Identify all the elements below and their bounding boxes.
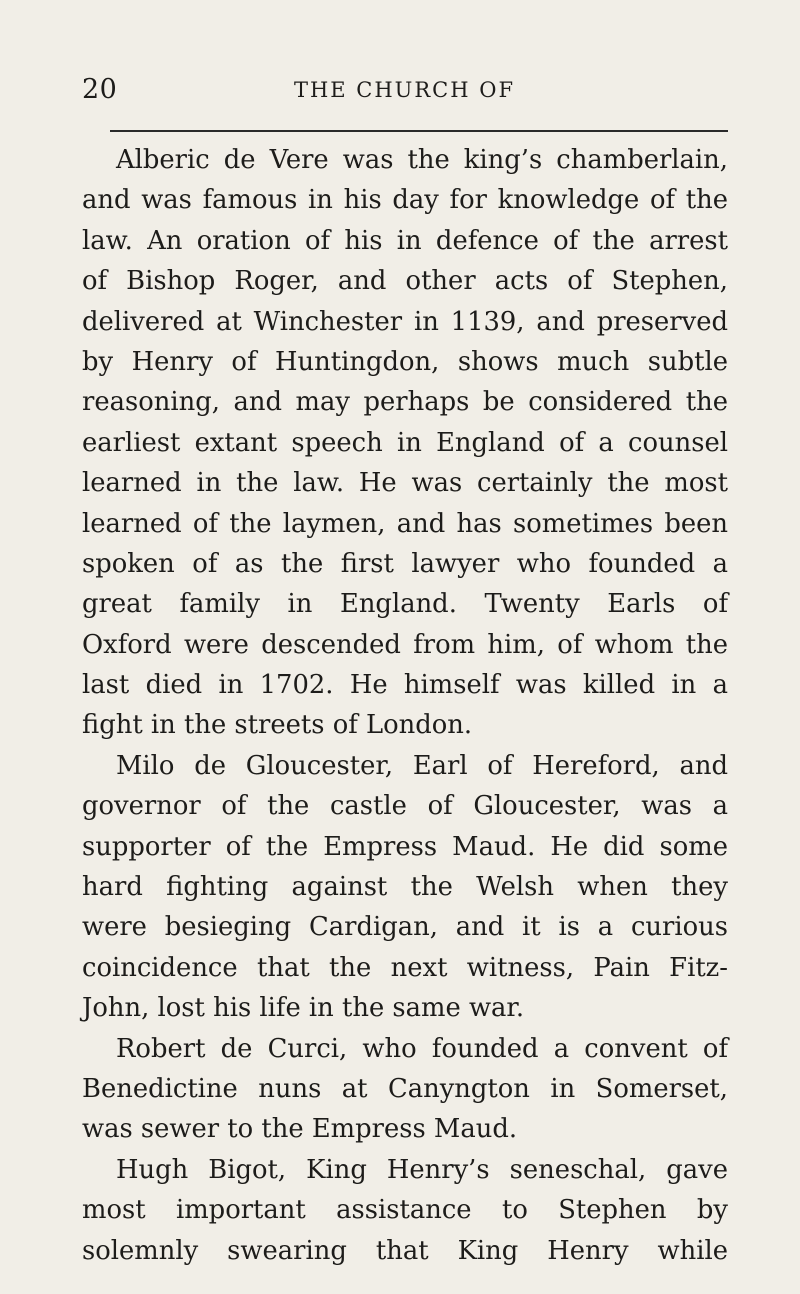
text-line: Robert de Curci, who founded a convent of xyxy=(116,1033,728,1064)
text-line: was sewer to the Empress Maud. xyxy=(82,1114,518,1145)
header-rule xyxy=(110,130,728,132)
text-line: Alberic de Vere was the king’s chamberlain, xyxy=(116,145,728,175)
text-line: supporter of the Empress Maud. He did some xyxy=(82,831,728,862)
text-line: John, lost his life in the same war. xyxy=(82,993,525,1024)
text-line: Oxford were descended from him, of whom the xyxy=(82,629,728,660)
text-line: Milo de Gloucester, Earl of Hereford, and xyxy=(116,750,728,781)
body-text xyxy=(82,140,728,1271)
text-line: Hugh Bigot, King Henry’s seneschal, gave xyxy=(116,1154,728,1185)
text-line: governor of the castle of Gloucester, was a xyxy=(82,791,728,822)
page-number: 20 xyxy=(82,74,118,105)
text-line: of Bishop Roger, and other acts of Stephen, xyxy=(82,266,728,297)
running-title: THE CHURCH OF xyxy=(293,78,516,102)
text-line: fight in the streets of London. xyxy=(82,710,473,741)
text-line: solemnly swearing that King Henry while xyxy=(82,1235,728,1266)
text-line: were besieging Cardigan, and it is a curious xyxy=(82,912,728,943)
text-line: Benedictine nuns at Canyngton in Somerset, xyxy=(82,1073,728,1104)
text-line: spoken of as the first lawyer who founded a xyxy=(82,548,728,579)
text-line: law. An oration of his in defence of the arrest xyxy=(82,225,728,256)
page-header xyxy=(82,70,727,110)
text-line: hard fighting against the Welsh when they xyxy=(82,872,728,903)
text-line: last died in 1702. He himself was killed in a xyxy=(82,670,728,701)
text-line: great family in England. Twenty Earls of xyxy=(82,589,728,620)
text-line: by Henry of Huntingdon, shows much subtle xyxy=(82,346,728,377)
text-line: delivered at Winchester in 1139, and preserved xyxy=(82,306,728,337)
text-line: most important assistance to Stephen by xyxy=(82,1195,728,1226)
text-line: learned in the law. He was certainly the most xyxy=(82,468,728,499)
text-line: coincidence that the next witness, Pain Fitz- xyxy=(82,952,728,983)
text-line: and was famous in his day for knowledge of the xyxy=(82,185,728,216)
text-line: learned of the laymen, and has sometimes been xyxy=(82,508,728,539)
text-line: reasoning, and may perhaps be considered the xyxy=(82,387,728,418)
text-line: earliest extant speech in England of a counsel xyxy=(82,427,728,458)
